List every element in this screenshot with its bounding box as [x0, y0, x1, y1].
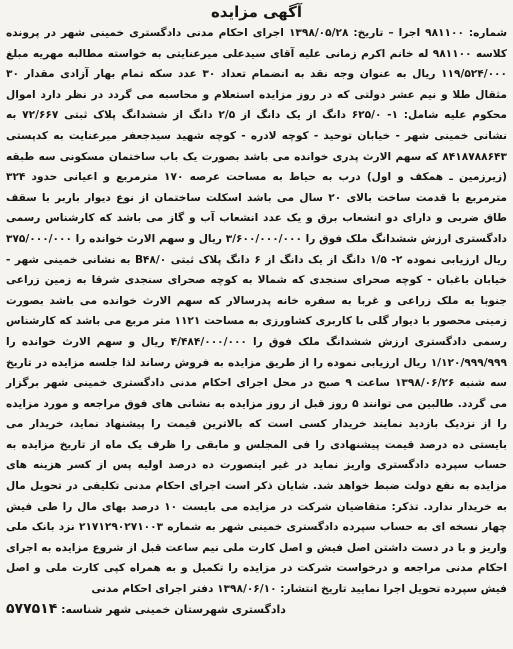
notice-body: شماره: ۹۸۱۱۰۰ اجرا – تاریخ: ۱۳۹۸/۰۵/۲۸ اجرای احکام مدنی دادگستری خمینی شهر در پرونده کلاسه ۹۸۱۱۰۰ له خانم اکرم زمانی علیه آقای سیدعلی میرعنایتی به خواسته مطالبه مهریه مبلغ ۱۱۹/۵۲۴/۰۰۰ ریال به عنوان وجه نقد به انضمام تعداد ۳۰ عدد سکه تمام بهار آزادی مقدار ۳۰ مثقال طلا و نیم عشر دولتی که در روز مزایده استعلام و محاسبه می گردد در نظر دارد اموال محکوم علیه شامل: ۱- ۶۲۵/۰ دانگ از یک دانگ از ۲/۵ دانگ از ششدانگ پلاک ثبتی ۷۲/۶۶۷ به نشانی خمینی شهر - خیابان توحید - کوچه لادره - کوچه شهید سیدجعفر میرعنایت به کدپستی ۸۴۱۸۷۸۸۶۴۳ که سهم الارث پدری خوانده می باشد بصورت یک باب ساختمان مسکونی سه طبقه (زیرزمین ـ همکف و اول) درب به حیاط به مساحت عرصه ۱۷۰ مترمربع و اعیانی حدود ۳۲۴ مترمربع با قدمت ساخت بالای ۲۰ سال می باشد اسکلت ساختمان از نوع دیوار باربر با سقف طاق ضربی و دارای دو انشعاب برق و یک عدد انشعاب آب و گاز می باشد که کارشناس رسمی دادگستری ارزش ششدانگ ملک فوق را ۳/۶۰۰/۰۰۰/۰۰۰ ریال و سهم الارث خوانده را ۳۷۵/۰۰۰/۰۰۰ ریال ارزیابی نموده ۲- ۱/۵ دانگ از یک دانگ از ۶ دانگ پلاک ثبتی B۴۸/۰ به نشانی خمینی شهر - خیابان باغبان - کوچه صحرای سنجدی که شمالا به کوچه صحرای سنجدی شرقا به زمین زراعی جنوبا به ملک زراعی و غربا به سفره خانه پدرسالار که سهم الارث خوانده می باشد بصورت زمینی محصور با دیوار گلی با کاربری کشاورزی به مساحت ۱۱۲۱ متر مربع می باشد که کارشناس رسمی دادگستری ارزش ششدانگ ملک فوق را ۴/۴۸۴/۰۰۰/۰۰۰ ریال و سهم الارث خوانده را ۱/۱۲۰/۹۹۹/۹۹۹ ریال ارزیابی نموده را از طریق مزایده به فروش رساند لذا جلسه مزایده در تاریخ سه شنبه ۱۳۹۸/۰۶/۲۶ ساعت ۹ صبح در محل اجرای احکام مدنی دادگستری خمینی شهر برگزار می گردد. طالبین می توانند ۵ روز قبل از روز مزایده به نشانی های فوق مراجعه و مورد مزایده را از نزدیک بازدید نمایند خریدار کسی است که بالاترین قیمت را پیشنهاد نماید، خریدار می بایستی ده درصد قیمت پیشنهادی را فی المجلس و مابقی را ظرف یک ماه از تاریخ مزایده به حساب سپرده دادگستری واریز نماید در غیر اینصورت ده درصد اولیه پس از کسر هزینه های مزایده به نفع دولت ضبط خواهد شد. شایان ذکر است اجرای احکام مدنی تکلیفی در تحویل مال به خریدار ندارد. تذکر: متقاضیان شرکت در مزایده می بایست ۱۰ درصد بهای مال را طی فیش چهار نسخه ای به حساب سپرده دادگستری خمینی شهر به شماره ۲۱۷۱۲۹۰۲۷۱۰۰۳ نزد بانک ملی واریز و با در دست داشتن اصل فیش و اصل کارت ملی نیم ساعت قبل از شروع مزایده به اجرای احکام مدنی مراجعه و درخواست شرکت در مزایده را تکمیل و به همراه کپی کارت ملی و اصل فیش سپرده تحویل اجرا نمایید تاریخ انتشار: ۱۳۹۸/۰۶/۱۰ دفتر اجرای احکام مدنی	[6, 27, 508, 596]
notice-title: آگهی مزایده	[210, 3, 303, 21]
id-label: شناسه:	[61, 602, 103, 616]
notice-footer	[6, 600, 507, 619]
footer-text: دادگستری شهرستان خمینی شهر	[106, 602, 286, 616]
id-value: ۵۷۷۵۱۴	[6, 600, 58, 617]
